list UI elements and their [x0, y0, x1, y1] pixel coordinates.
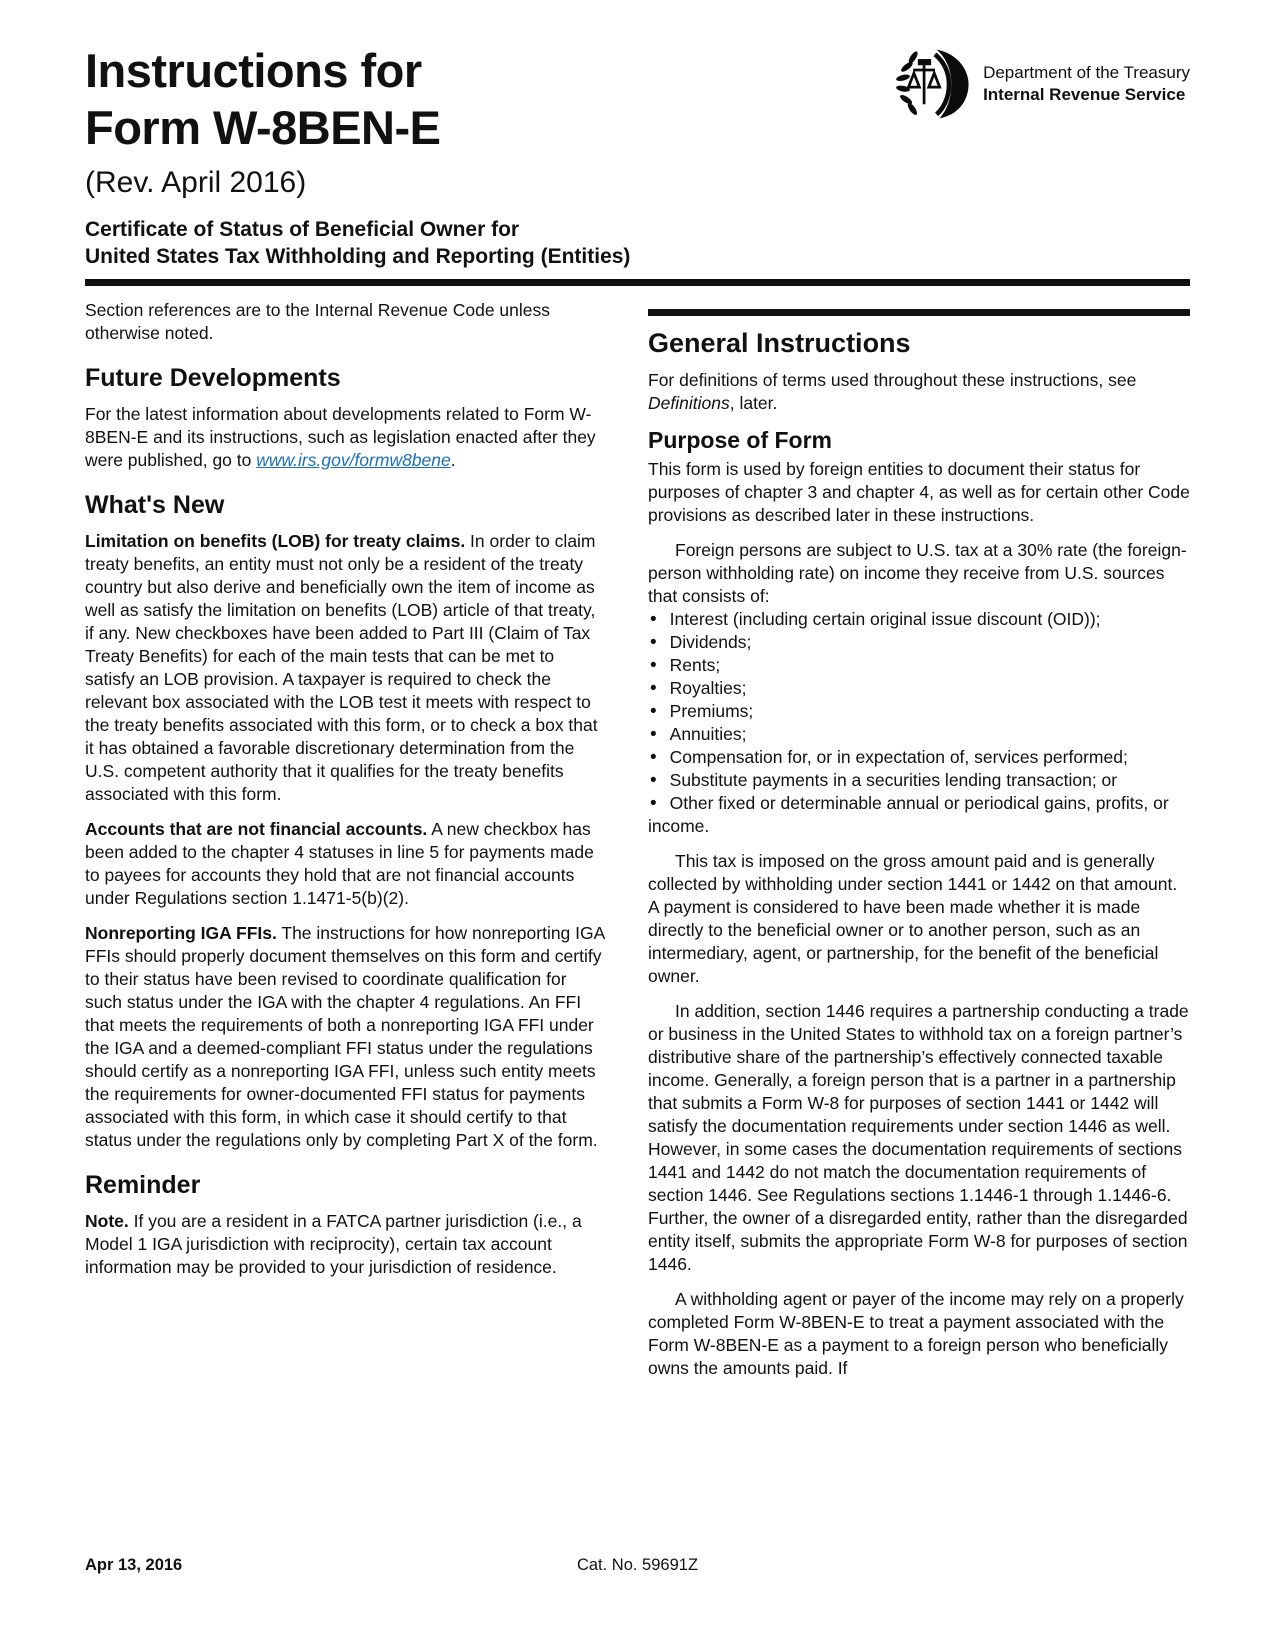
note-lead: Note.	[85, 1211, 129, 1231]
purpose-paragraph-2: Foreign persons are subject to U.S. tax at a 30% rate (the foreign-person withholding rate) on income they receive from U.S. sources that consists of:	[648, 540, 1187, 606]
lob-text: In order to claim treaty benefits, an entity must not only be a resident of the treaty country but also derive and beneficially own the item of income as well as satisfy the limitation on benefits (LOB) article of that treaty, if any. New checkboxes have been added to Part III (Claim of Tax Treaty Benefits) for each of the main tests that can be met to satisfy an LOB provision. A taxpayer is required to check the relevant box associated with the LOB test it meets with respect to the treaty benefits associated with this form, or to check a box that it has obtained a favorable discretionary determination from the U.S. competent authority that it qualifies for the treaty benefits associated with this form.	[85, 531, 598, 804]
agency-block	[896, 48, 1190, 120]
whats-new-paragraph-accounts	[85, 818, 605, 910]
future-developments-paragraph	[85, 403, 605, 472]
nonreporting-text: The instructions for how nonreporting IGA FFIs should properly document themselves on this form and certify to their status have been revised to coordinate qualification for such status under the IGA with the chapter 4 regulations. An FFI that meets the requirements of both a nonreporting IGA FFI under the IGA and a deemed-compliant FFI status under the regulations should certify as a nonreporting IGA FFI, unless such entity meets the requirements for owner-documented FFI status for payments associated with this form, in which case it should certify to that status under the regulations only by completing Part X of the form.	[85, 923, 605, 1150]
general-instructions-heading: General Instructions	[648, 328, 911, 358]
treasury-dept-label: Department of the Treasury	[983, 63, 1190, 82]
whats-new-heading: What's New	[85, 491, 225, 519]
purpose-paragraph-1: This form is used by foreign entities to document their status for purposes of chapter 3 and chapter 4, as well as for certain other Code provisions as described later in these instructions.	[648, 459, 1190, 525]
income-bullet-royalties: • Royalties;	[648, 677, 1190, 700]
whats-new-paragraph-nonreporting	[85, 922, 605, 1152]
note-text: If you are a resident in a FATCA partner jurisdiction (i.e., a Model 1 IGA jurisdiction with reciprocity), certain tax account information may be provided to your jurisdiction of residence.	[85, 1211, 582, 1277]
definitions-text-after: , later.	[729, 393, 778, 413]
page-footer	[85, 1556, 1190, 1575]
left-column	[85, 299, 605, 1392]
whats-new-paragraph-lob	[85, 530, 605, 806]
lob-lead: Limitation on benefits (LOB) for treaty claims.	[85, 531, 466, 551]
income-bullet-rents: • Rents;	[648, 654, 1190, 677]
section-references-note: Section references are to the Internal Revenue Code unless otherwise noted.	[85, 300, 551, 343]
accounts-text: A new checkbox has been added to the chapter 4 statuses in line 5 for payments made to payees for accounts they hold that are not financial accounts under Regulations section 1.1471-5(b)(2).	[85, 819, 594, 908]
header-divider-rule	[85, 279, 1190, 286]
income-bullet-interest: • Interest (including certain original issue discount (OID));	[648, 608, 1190, 631]
future-developments-text: For the latest information about developments related to Form W-8BEN-E and its instructions, such as legislation enacted after they were published, go to	[85, 404, 596, 470]
page-title-line1: Instructions for	[85, 44, 422, 97]
income-bullet-substitute-payments: • Substitute payments in a securities lending transaction; or	[648, 769, 1190, 792]
tax-imposed-paragraph: This tax is imposed on the gross amount paid and is generally collected by withholding under section 1441 or 1442 on that amount. A payment is considered to have been made whether it is made directly to the beneficial owner or to another person, such as an intermediary, agent, or partnership, for the benefit of the beneficial owner.	[648, 851, 1178, 986]
footer-date: Apr 13, 2016	[85, 1556, 183, 1574]
reminder-note-paragraph	[85, 1210, 605, 1279]
irs-formw8bene-link[interactable]: www.irs.gov/formw8bene	[256, 450, 451, 470]
withholding-agent-paragraph: A withholding agent or payer of the income may rely on a properly completed Form W-8BEN-E to treat a payment associated with the Form W-8BEN-E as a payment to a foreign person who beneficially owns the amounts paid. If	[648, 1289, 1184, 1378]
section-1446-paragraph: In addition, section 1446 requires a partnership conducting a trade or business in the United States to withhold tax on a foreign partner’s distributive share of the partnership’s effectively connected taxable income. Generally, a foreign person that is a partner in a partnership that submits a Form W-8 for purposes of section 1441 or 1442 will satisfy the documentation requirements under section 1446 as well. However, in some cases the documentation requirements of sections 1441 and 1442 do not match the documentation requirements of section 1446. See Regulations sections 1.1446-1 through 1.1446-6. Further, the owner of a disregarded entity, rather than the disregarded entity itself, submits the appropriate Form W-8 for purposes of section 1446.	[648, 1001, 1189, 1274]
income-bullet-dividends: • Dividends;	[648, 631, 1190, 654]
income-bullet-compensation: • Compensation for, or in expectation of, services performed;	[648, 746, 1190, 769]
revision-label: (Rev. April 2016)	[85, 166, 307, 199]
irs-eagle-logo-icon	[896, 48, 974, 120]
definitions-paragraph	[648, 369, 1190, 415]
accounts-lead: Accounts that are not financial accounts.	[85, 819, 428, 839]
reminder-heading: Reminder	[85, 1171, 201, 1199]
income-bullet-premiums: • Premiums;	[648, 700, 1190, 723]
form-subtitle-line1: Certificate of Status of Beneficial Owner for	[85, 218, 520, 241]
two-column-body	[85, 299, 1190, 1392]
footer-catalog-number: Cat. No. 59691Z	[576, 1556, 699, 1574]
page-title-line2: Form W-8BEN-E	[85, 101, 441, 154]
future-developments-heading: Future Developments	[85, 364, 341, 392]
form-subtitle	[85, 216, 1190, 270]
nonreporting-lead: Nonreporting IGA FFIs.	[85, 923, 277, 943]
irs-service-label: Internal Revenue Service	[983, 85, 1186, 104]
general-instructions-rule	[648, 309, 1190, 316]
definitions-italic-word: Definitions	[648, 393, 730, 413]
right-column	[648, 299, 1190, 1392]
income-bullet-other-fdap: • Other fixed or determinable annual or periodical gains, profits, or income.	[648, 792, 1190, 838]
document-header	[85, 42, 1190, 286]
future-developments-text-end: .	[450, 450, 456, 470]
purpose-of-form-heading: Purpose of Form	[648, 427, 833, 453]
income-bullet-annuities: • Annuities;	[648, 723, 1190, 746]
form-subtitle-line2: United States Tax Withholding and Reporting (Entities)	[85, 245, 631, 268]
definitions-text-before: For definitions of terms used throughout these instructions, see	[648, 370, 1137, 390]
